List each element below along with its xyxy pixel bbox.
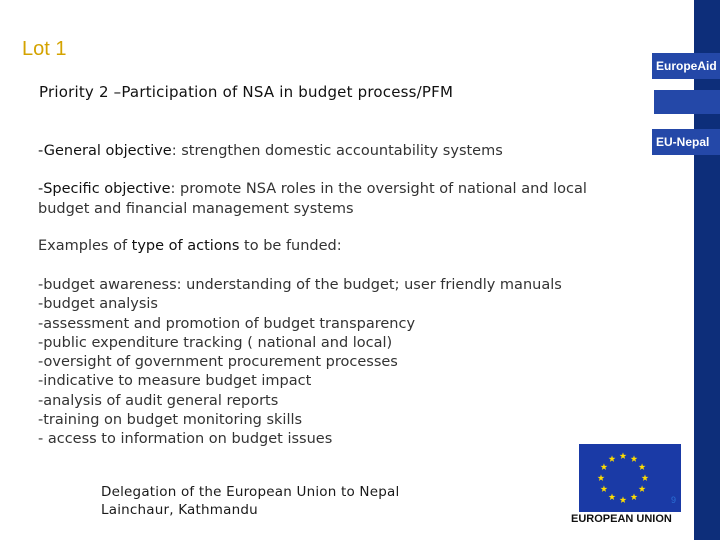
list-item: -budget analysis [38,296,158,313]
examples-term: type of actions [131,238,240,254]
flag-star-icon [601,485,608,492]
flag-star-icon [620,496,627,503]
flag-star-icon [639,485,646,492]
list-item: -indicative to measure budget impact [38,373,312,390]
flag-star-icon [620,452,627,459]
european-union-label: EUROPEAN UNION [571,513,672,525]
list-item: -budget awareness: understanding of the budget; user friendly manuals [38,277,562,293]
list-item: -oversight of government procurement processes [38,354,398,371]
eu-flag-icon [579,444,681,512]
delegation-address [101,483,399,519]
general-objective [38,142,598,162]
eu-flag-stars [579,444,681,512]
flag-star-icon [601,463,608,470]
list-item: -training on budget monitoring skills [38,412,303,429]
list-item: - access to information on budget issues [38,431,333,448]
flag-star-icon [642,474,649,481]
examples-suffix: to be funded: [239,238,342,254]
flag-star-icon [598,474,605,481]
list-item: -public expenditure tracking ( national and local) [38,334,393,351]
lot-title: Lot 1 [22,38,67,60]
specific-objective-label: -Specific objective [38,181,171,197]
delegation-line-2: Lainchaur, Kathmandu [101,502,258,518]
actions-list [38,276,578,450]
general-objective-label: -General objective [38,143,172,159]
sidebar-label-eu-nepal: EU-Nepal [652,129,720,155]
general-objective-text: : strengthen domestic accountability systems [171,143,503,159]
sidebar-label-europeaid: EuropeAid [652,53,720,79]
list-item: -assessment and promotion of budget transparency [38,315,416,332]
sidebar-bar [694,0,720,540]
page-number: 9 [671,495,677,505]
specific-objective [38,180,598,219]
priority-heading: Priority 2 –Participation of NSA in budget process/PFM [39,83,454,101]
flag-star-icon [609,455,616,462]
examples-prefix: Examples of [38,238,132,254]
list-item: -analysis of audit general reports [38,392,279,409]
sidebar-block [654,90,720,114]
flag-star-icon [631,493,638,500]
specific-objective-text: : promote NSA roles in the oversight of national and local budget and financial management systems [38,181,587,217]
flag-star-icon [631,455,638,462]
flag-star-icon [639,463,646,470]
delegation-line-1: Delegation of the European Union to Nepal [101,484,400,500]
flag-star-icon [609,493,616,500]
examples-intro [38,237,598,257]
